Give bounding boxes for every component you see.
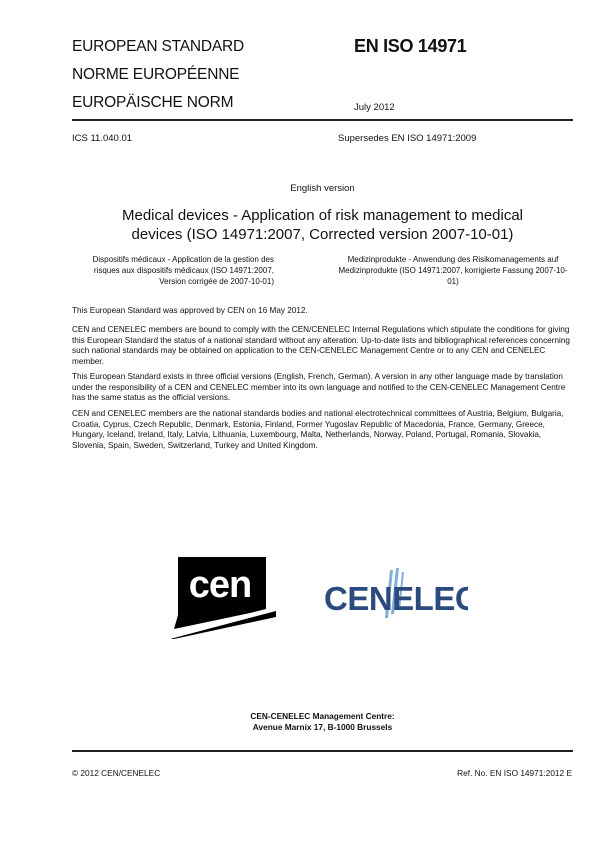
cenelec-logo: [322, 566, 468, 622]
document-number: EN ISO 14971: [354, 36, 467, 56]
cen-logo: [170, 557, 276, 639]
centre-address: Avenue Marnix 17, B-1000 Brussels: [252, 722, 393, 732]
bottom-divider: [72, 750, 573, 752]
publication-date: July 2012: [354, 102, 395, 113]
cen-logo-text: cen: [188, 564, 252, 606]
german-title: Medizinprodukte - Anwendung des Risikomanagements auf Medizinprodukte (ISO 14971:2007, korrigierte Fassung 2007-10-01): [338, 255, 568, 286]
ics-code: ICS 11.040.01: [72, 133, 133, 144]
approval-paragraph: This European Standard was approved by CEN on 16 May 2012.: [72, 306, 308, 315]
versions-paragraph: This European Standard exists in three official versions (English, French, German). A version in any other language made by translation under the responsibility of a CEN and CENELEC member into its own language and notified to the CEN-CENELEC Management Centre has the same status as the official versions.: [72, 372, 566, 403]
management-centre-address: [0, 711, 600, 733]
top-divider: [72, 119, 573, 121]
centre-name: CEN-CENELEC Management Centre:: [250, 711, 395, 721]
members-paragraph: CEN and CENELEC members are the national standards bodies and national electrotechnical committees of Austria, Belgium, Bulgaria, Croatia, Cyprus, Czech Republic, Denmark, Estonia, Finland, Former Yugoslav Republic of Macedonia, France, Germany, Greece, Hungary, Iceland, Ireland, Italy, Latvia, Lithuania, Luxembourg, Malta, Netherlands, Norway, Poland, Portugal, Romania, Slovakia, Slovenia, Spain, Sweden, Switzerland, Turkey and United Kingdom.: [72, 409, 564, 450]
cenelec-logo-text: CENELEC: [324, 580, 468, 617]
standard-title-de: EUROPÄISCHE NORM: [72, 94, 234, 111]
document-title: Medical devices - Application of risk management to medical devices (ISO 14971:2007, Corrected version 2007-10-01): [121, 207, 524, 243]
copyright-notice: © 2012 CEN/CENELEC: [72, 768, 161, 778]
supersedes-note: Supersedes EN ISO 14971:2009: [338, 133, 477, 144]
reference-number: Ref. No. EN ISO 14971:2012 E: [457, 768, 572, 778]
standard-title-fr: NORME EUROPÉENNE: [72, 66, 240, 83]
compliance-paragraph: CEN and CENELEC members are bound to comply with the CEN/CENELEC Internal Regulations which stipulate the conditions for giving this European Standard the status of a national standard without any alteration. Up-to-date lists and bibliographical references concerning such national standards may be obtained on application to the CEN-CENELEC Management Centre or to any CEN and CENELEC member.: [72, 325, 570, 366]
version-label: English version: [290, 183, 355, 194]
standard-title-en: EUROPEAN STANDARD: [72, 38, 245, 55]
french-title: Dispositifs médicaux - Application de la gestion des risques aux dispositifs médicaux (ISO 14971:2007, Version corrigée de 2007-10-01): [92, 255, 274, 286]
